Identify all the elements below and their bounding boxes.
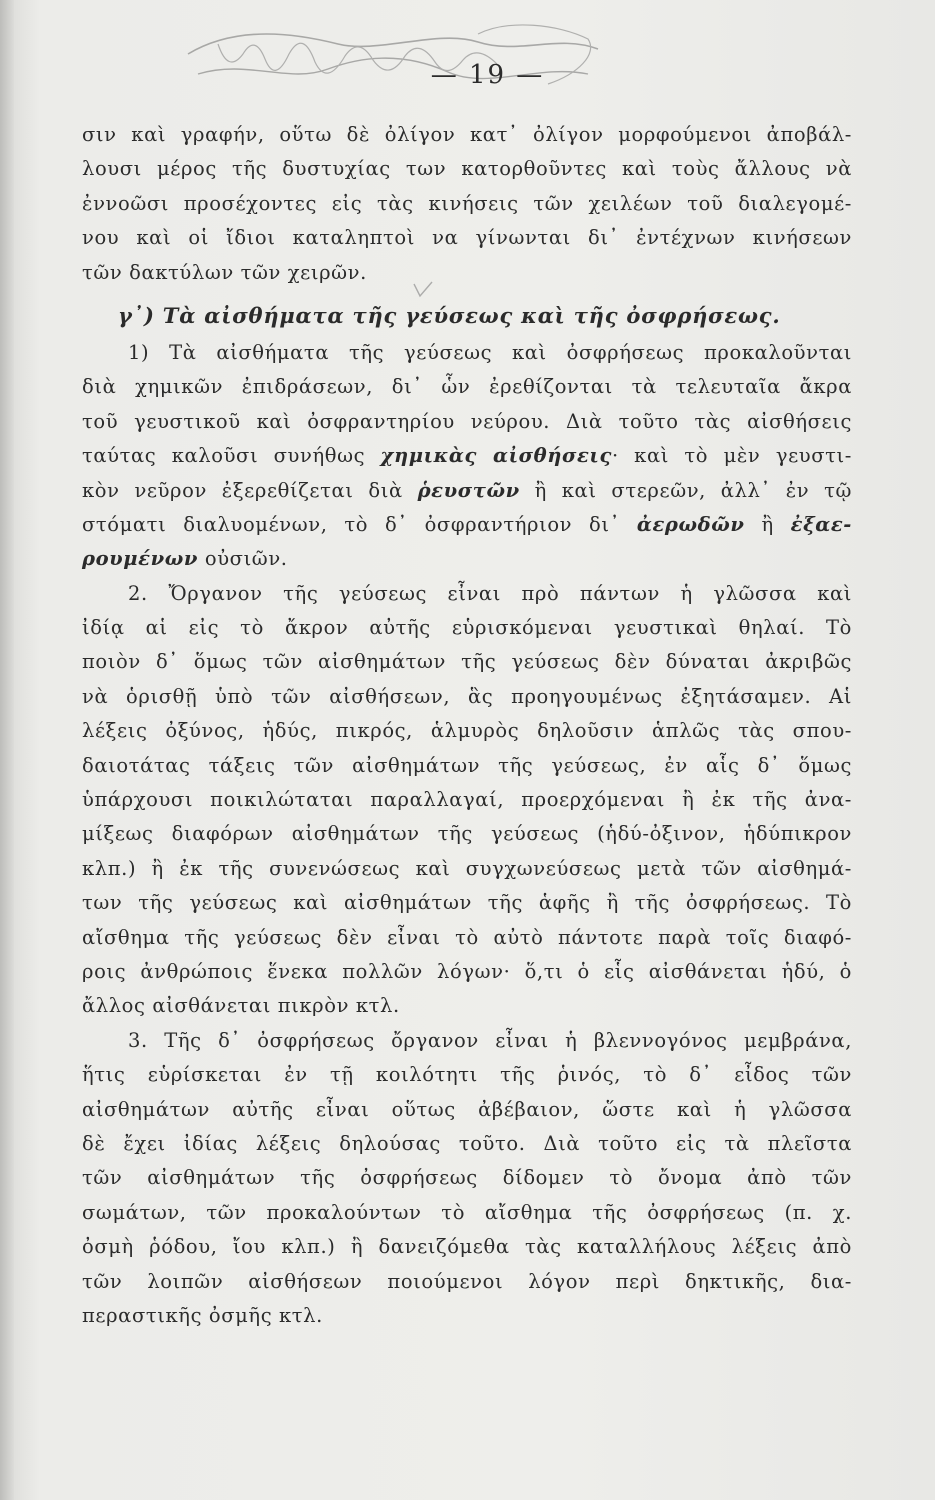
text-line: ἐννοῶσι προσέχοντες εἰς τὰς κινήσεις τῶν χειλέων τοῦ διαλεγομέ-	[82, 191, 852, 215]
text-line: διὰ χημικῶν ἐπιδράσεων, δι᾽ ὧν ἐρεθίζονται τὰ τελευταῖα ἄκρα	[82, 375, 852, 399]
text-line: ἰδίᾳ αἱ εἰς τὸ ἄκρον αὐτῆς εὑρισκόμεναι γευστικαὶ θηλαί. Τὸ	[82, 616, 852, 640]
text-line	[82, 508, 852, 542]
text-run: στόματι διαλυομένων, τὸ δ᾽ ὀσφραντήριον δι᾽	[82, 512, 637, 536]
text-line: 2. Ὄργανον τῆς γεύσεως εἶναι πρὸ πάντων ἡ γλῶσσα καὶ	[128, 581, 852, 605]
text-line	[82, 474, 852, 508]
text-line: δαιοτάτας τάξεις τῶν αἰσθημάτων τῆς γεύσεως, ἐν αἷς δ᾽ ὅμως	[82, 753, 852, 777]
text-line: ὀσμὴ ῥόδου, ἴου κλπ.) ἢ δανειζόμεθα τὰς καταλλήλους λέξεις ἀπὸ	[82, 1235, 852, 1259]
text-line: νου καὶ οἱ ἴδιοι καταληπτοὶ να γίνωνται δι᾽ ἐντέχνων κινήσεων	[82, 226, 852, 250]
text-line: τῶν λοιπῶν αἰσθήσεων ποιούμενοι λόγον περὶ δηκτικῆς, δια-	[82, 1269, 852, 1293]
text-line: δὲ ἔχει ἰδίας λέξεις δηλούσας τοῦτο. Διὰ τοῦτο εἰς τὰ πλεῖστα	[82, 1131, 852, 1155]
text-line: λέξεις ὀξύνος, ἡδύς, πικρός, ἁλμυρὸς δηλοῦσιν ἁπλῶς τὰς σπου-	[82, 719, 852, 743]
emphasis-term: ρουμένων	[82, 547, 199, 571]
text-line: κλπ.) ἢ ἐκ τῆς συνενώσεως καὶ συγχωνεύσεως μετὰ τῶν αἰσθημά-	[82, 856, 852, 880]
paragraph-2	[82, 577, 852, 1024]
text-line: ροις ἀνθρώποις ἕνεκα πολλῶν λόγων· ὅ,τι ὁ εἷς αἰσθάνεται ἡδύ, ὁ	[82, 959, 852, 983]
text-line: νὰ ὁρισθῇ ὑπὸ τῶν αἰσθήσεων, ἃς προηγουμένως ἐξητάσαμεν. Αἱ	[82, 684, 852, 708]
emphasis-term: ἀερωδῶν	[636, 512, 745, 536]
text-run: ταύτας καλοῦσι συνήθως	[82, 444, 381, 468]
text-line: τοῦ γευστικοῦ καὶ ὀσφραντηρίου νεύρου. Διὰ τοῦτο τὰς αἰσθήσεις	[82, 409, 852, 433]
text-line: των τῆς γεύσεως καὶ αἰσθημάτων τῆς ἁφῆς ἢ τῆς ὀσφρήσεως. Τὸ	[82, 891, 852, 915]
paragraph-continued	[82, 118, 852, 290]
text-line: αἴσθημα τῆς γεύσεως δὲν εἶναι τὸ αὐτὸ πάντοτε παρὰ τοῖς διαφό-	[82, 925, 852, 949]
text-line: τῶν αἰσθημάτων τῆς ὀσφρήσεως δίδομεν τὸ ὄνομα ἀπὸ τῶν	[82, 1166, 852, 1190]
text-run: κὸν νεῦρον ἐξερεθίζεται διὰ	[82, 478, 418, 502]
text-line: τῶν δακτύλων τῶν χειρῶν.	[82, 260, 367, 284]
text-run: ἢ	[744, 512, 791, 536]
text-line: σιν καὶ γραφήν, οὕτω δὲ ὀλίγον κατ᾽ ὀλίγον μορφούμενοι ἀποβάλ-	[82, 123, 852, 146]
text-line: ἥτις εὑρίσκεται ἐν τῇ κοιλότητι τῆς ῥινός, τὸ δ᾽ εἶδος τῶν	[82, 1063, 852, 1087]
text-line: ποιὸν δ᾽ ὅμως τῶν αἰσθημάτων τῆς γεύσεως δὲν δύναται ἀκριβῶς	[82, 650, 852, 674]
text-line: αἰσθημάτων αὐτῆς εἶναι οὕτως ἀβέβαιον, ὥστε καὶ ἡ γλῶσσα	[82, 1097, 852, 1121]
paragraph-3	[82, 1024, 852, 1334]
text-line: ὑπάρχουσι ποικιλώταται παραλλαγαί, προερχόμεναι ἢ ἐκ τῆς ἀνα-	[82, 788, 852, 812]
section-heading: γ᾽) Τὰ αἰσθήματα τῆς γεύσεως καὶ τῆς ὀσφρήσεως.	[118, 302, 781, 328]
text-run: οὐσιῶν.	[198, 547, 288, 571]
emphasis-term: χημικὰς αἰσθήσεις	[380, 444, 612, 468]
text-line: 3. Τῆς δ᾽ ὀσφρήσεως ὄργανον εἶναι ἡ βλεννογόνος μεμβράνα,	[128, 1028, 852, 1052]
emphasis-term: ἐξαε-	[790, 512, 852, 536]
page-number: — 19 —	[430, 60, 545, 90]
text-line: λουσι μέρος τῆς δυστυχίας των κατορθοῦντες καὶ τοὺς ἄλλους νὰ	[82, 157, 852, 181]
text-line	[82, 439, 852, 473]
text-line: μίξεως διαφόρων αἰσθημάτων τῆς γεύσεως (ἡδύ-ὀξινον, ἡδύπικρον	[82, 822, 852, 846]
text-line	[82, 542, 852, 576]
text-line: ἄλλος αἰσθάνεται πικρὸν κτλ.	[82, 994, 400, 1018]
page-binding-edge	[0, 0, 14, 1500]
paragraph-1	[82, 336, 852, 577]
text-line: σωμάτων, τῶν προκαλούντων τὸ αἴσθημα τῆς ὀσφρήσεως (π. χ.	[82, 1200, 852, 1224]
body-text	[82, 118, 852, 1333]
text-line: 1) Τὰ αἰσθήματα τῆς γεύσεως καὶ ὀσφρήσεως προκαλοῦνται	[128, 340, 852, 364]
text-line: περαστικῆς ὀσμῆς κτλ.	[82, 1303, 323, 1327]
text-run: ἢ καὶ στερεῶν, ἀλλ᾽ ἐν τῷ	[519, 478, 852, 502]
emphasis-term: ῥευστῶν	[417, 478, 520, 502]
text-run: · καὶ τὸ μὲν γευστι-	[611, 444, 852, 468]
